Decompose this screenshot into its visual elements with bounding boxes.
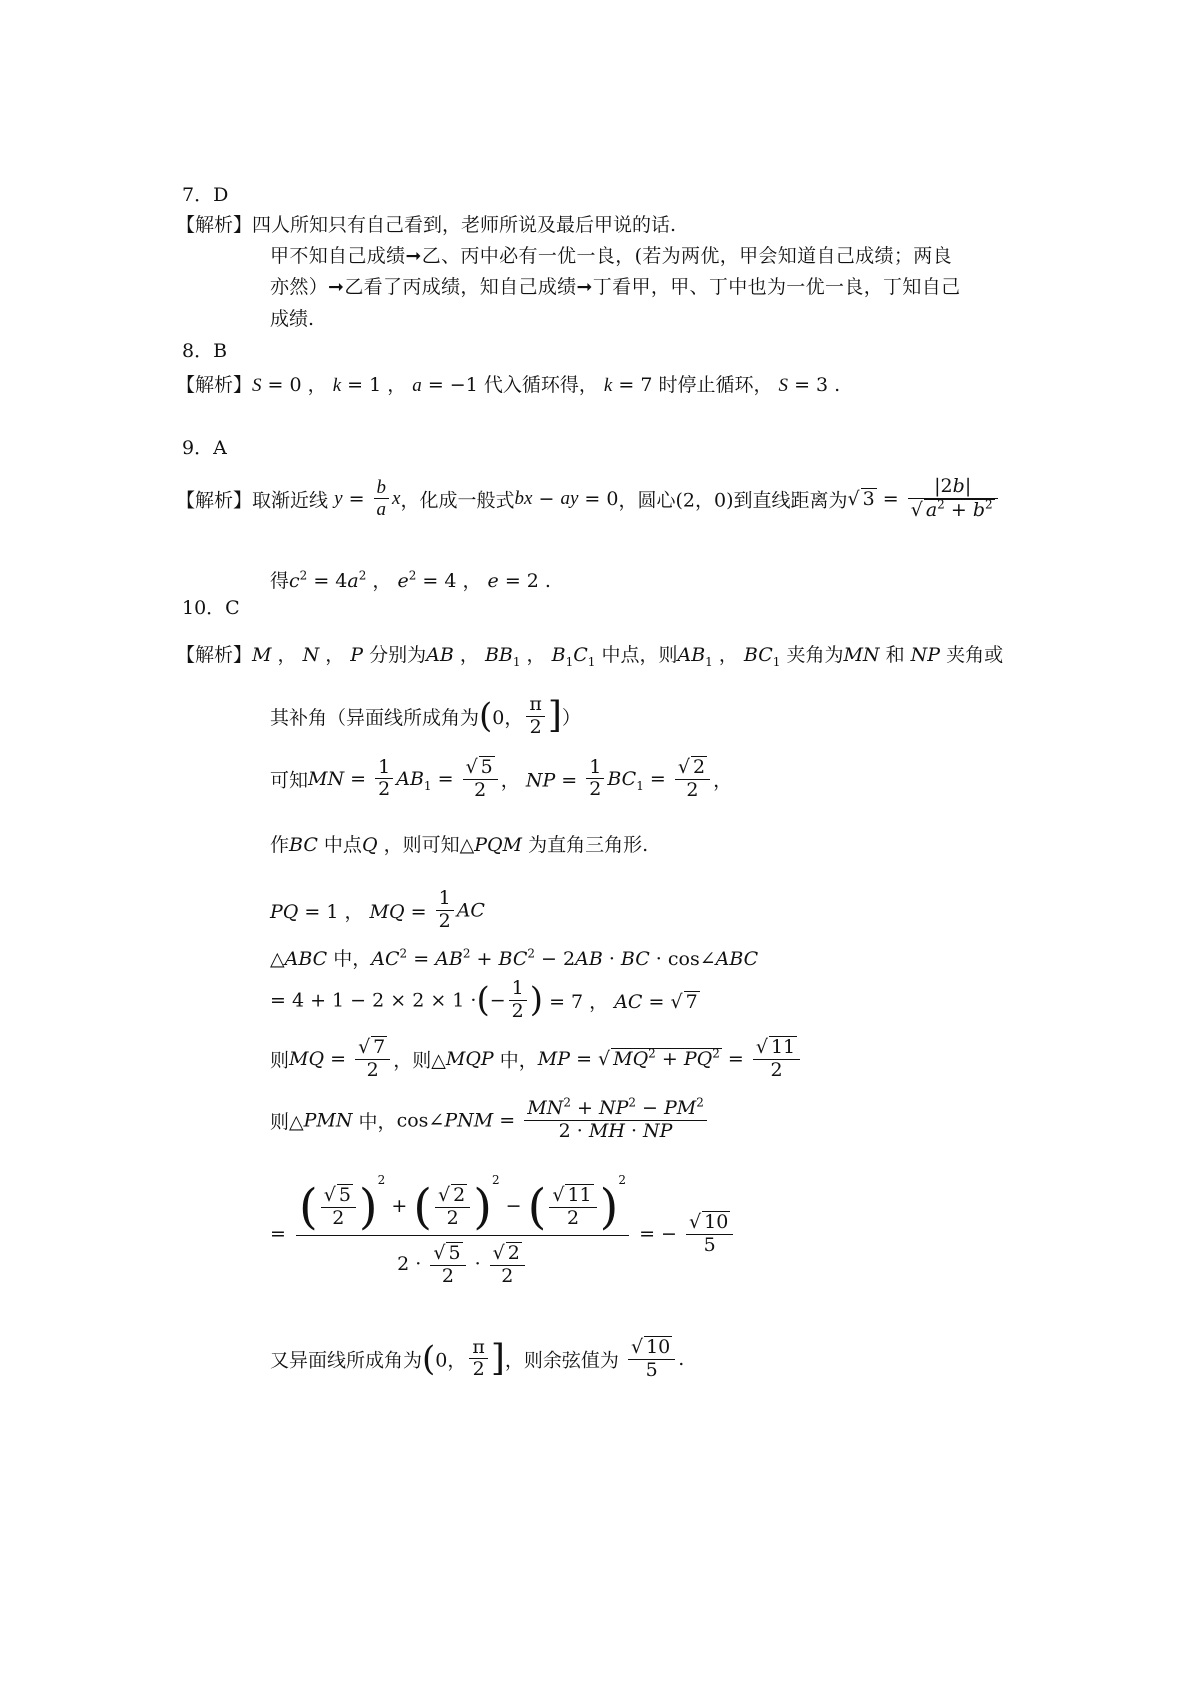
- q10-t7: ）: [561, 706, 581, 729]
- q10-t5: 夹角或: [946, 644, 1004, 666]
- fraction-b-over-a: $\frac{b}{a}$: [374, 477, 390, 522]
- q10-t19: 又异面线所成角为: [270, 1349, 423, 1372]
- analysis-label: 【解析】: [176, 644, 253, 666]
- q10-t16: 中，: [499, 1049, 538, 1072]
- q7-analysis: [176, 210, 676, 240]
- q8-text-b: 时停止循环，: [658, 374, 773, 396]
- q10-t18: 中，: [358, 1110, 397, 1133]
- q10-t4: 和: [885, 644, 905, 666]
- q10-t13: 中，: [333, 948, 372, 970]
- q9-analysis: 【解析】取渐近线 y = $\frac{b}{a}$ x，化成一般式bx − ay = 0，圆心(2，0)到直线距离为√ 3 = $\frac{|2b|}{√ a^2 + b^2}$: [176, 476, 1001, 522]
- q8-text-a: 代入循环得，: [483, 374, 598, 396]
- q10-line7: = 4 + 1 − 2 × 2 × 1 ·(− $\frac{1}{2}$ ) = 7 ， AC = √ 7: [270, 977, 698, 1022]
- analysis-label: 【解析】: [176, 489, 253, 512]
- q10-t6: 其补角（异面线所成角为: [270, 706, 480, 729]
- q9-number: 9．A: [182, 437, 227, 459]
- q10-t1: 分别为: [369, 644, 427, 666]
- q8-analysis: 【解析】S = 0 ， k = 1 ， a = −1 代入循环得， k = 7 时停止循环， S = 3 .: [176, 374, 841, 396]
- q10-line8: 则MQ = $\frac{√ 7}{2}$ ，则△MQP 中，MP = √ $MQ^2 + PQ^2$ = $\frac{√ 11}{2}$: [270, 1036, 803, 1082]
- q9-line2: 得$c^2 = 4a^2$ ， $e^2 = 4$ ， e = 2 .: [270, 568, 551, 592]
- q10-line2: 其补角（异面线所成角为(0， $\frac{\pi}{2}$ ]）: [270, 693, 581, 738]
- q7-line3: 亦然）➞乙看了丙成绩，知自己成绩➞丁看甲，甲、丁中也为一优一良，丁知自己: [270, 276, 961, 298]
- q7-line2: 甲不知自己成绩➞乙、丙中必有一优一良，(若为两优，甲会知道自己成绩；两良: [270, 245, 952, 267]
- q10-t2: 中点，则: [601, 644, 678, 666]
- q10-line6: △ABC 中，$AC^2 = AB^2 + BC^2 - 2AB$ · BC · cos∠ABC: [270, 946, 759, 970]
- analysis-label: 【解析】: [176, 374, 253, 396]
- fraction-pi-over-2: $\frac{\pi}{2}$: [526, 694, 545, 739]
- q10-line3: 可知MN = $\frac{1}{2}$ $AB_1$ = $\frac{√ 5}{2}$ ， NP = $\frac{1}{2}$ $BC_1$ = $\frac{√ 2}{2}$ ，: [270, 755, 733, 801]
- q10-t14: 则: [270, 1049, 290, 1072]
- q8-number: 8．B: [182, 340, 228, 362]
- q10-number: 10．C: [182, 597, 240, 619]
- q10-t8: 可知: [270, 769, 309, 792]
- q10-t10: 中点: [323, 834, 362, 856]
- q10-t11: ，则可知△: [383, 834, 475, 856]
- q10-big-fraction: = ( $\frac{√ 5}{2}$ )$^2$ + ( $\frac{√ 2}{2}$ )$^2$ − ( $\frac{√ 11}{2}$ )$^2$ 2 · $\frac{√ 5}{2}$ · $\frac{√ 2}{2}$ = − $\frac{√ 10}{5}$: [270, 1180, 736, 1288]
- q10-line5: PQ = 1 ， MQ = $\frac{1}{2}$ AC: [270, 887, 485, 932]
- q10-t20: ，则余弦值为: [504, 1349, 619, 1372]
- q9-text-a: 取渐近线: [252, 489, 329, 512]
- q10-line4: 作BC 中点Q ，则可知△PQM 为直角三角形.: [270, 834, 649, 856]
- q9-text-e: 得: [270, 570, 290, 592]
- q7-line1: 四人所知只有自己看到，老师所说及最后甲说的话.: [252, 214, 677, 236]
- q7-line4: 成绩.: [270, 308, 315, 330]
- q10-t12: 为直角三角形.: [528, 834, 649, 856]
- q7-number: 7．D: [182, 184, 229, 206]
- q9-text-b: ，化成一般式: [400, 489, 515, 512]
- q10-t3: 夹角为: [786, 644, 844, 666]
- q10-analysis-line1: 【解析】M ， N ， P 分别为AB ， $BB_1$ ， $B_1C_1$ 中点，则$AB_1$ ， $BC_1$ 夹角为MN 和 NP 夹角或: [176, 644, 1004, 669]
- q10-t15: ，则△: [393, 1049, 446, 1072]
- q9-text-d: 到直线距离为: [733, 489, 848, 512]
- q10-t17: 则△: [270, 1110, 304, 1133]
- fraction-2b-over-sqrt: $\frac{|2b|}{√ a^2 + b^2}$: [908, 476, 998, 522]
- q10-line9: 则△PMN 中，cos∠PNM = $\frac{MN^2 + NP^2 - PM^2}{2 \cdot MH \cdot NP}$: [270, 1098, 710, 1143]
- analysis-label: 【解析】: [176, 214, 253, 236]
- q10-final: 又异面线所成角为(0， $\frac{\pi}{2}$ ]，则余弦值为 $\frac{√ 10}{5}$ .: [270, 1335, 685, 1381]
- q9-text-c: ，圆心: [618, 489, 676, 512]
- q10-t9: 作: [270, 834, 290, 856]
